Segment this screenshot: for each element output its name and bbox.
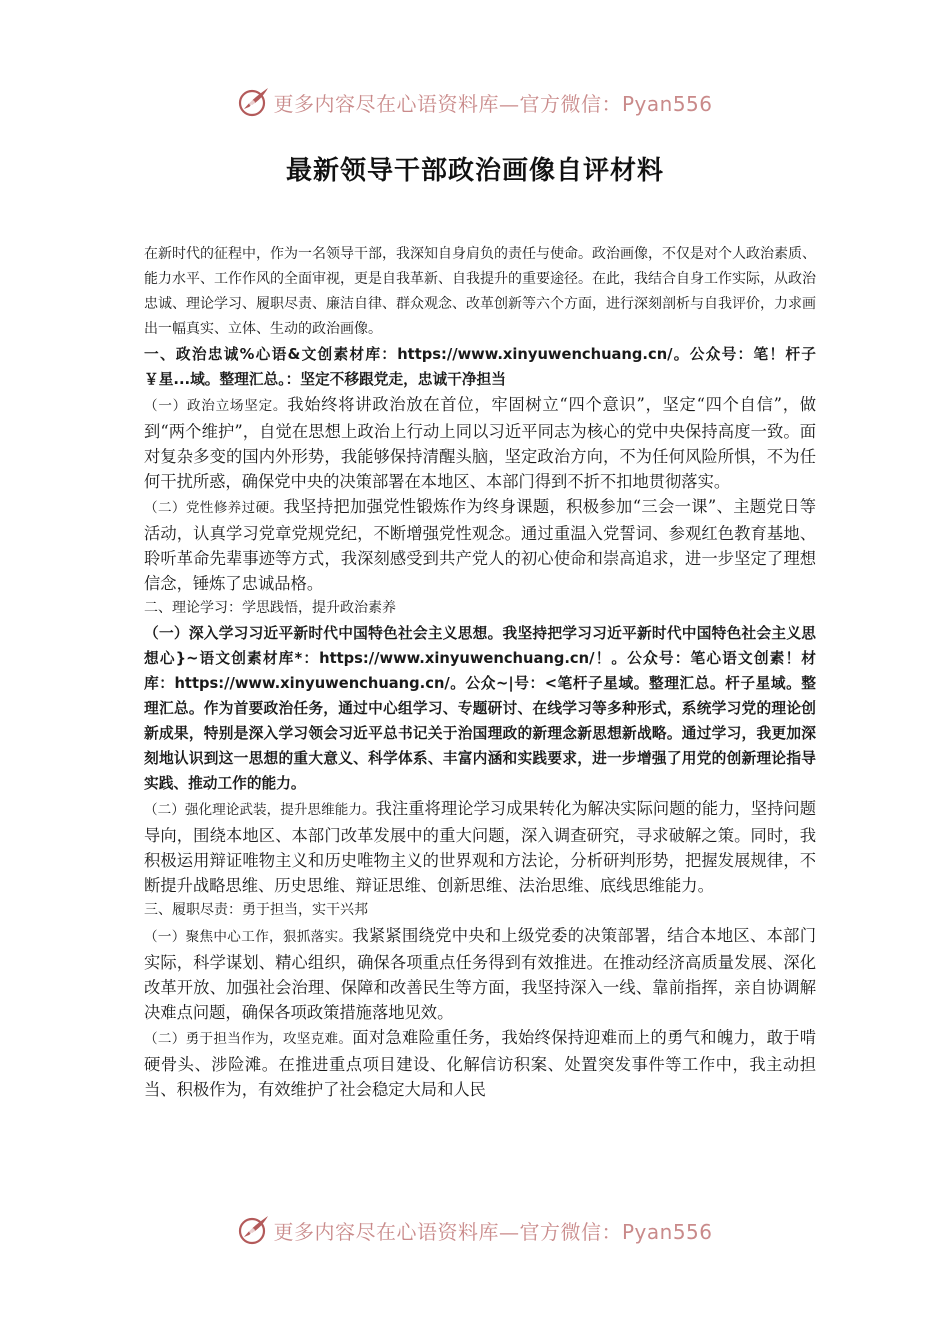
- footer-banner-text: 更多内容尽在心语资料库—官方微信：Pyan556: [273, 1219, 713, 1244]
- paragraph-lead: （二）强化理论武装，提升思维能力。: [144, 802, 376, 818]
- intro-paragraph: 在新时代的征程中，作为一名领导干部，我深知自身肩负的责任与使命。政治画像，不仅是对个人政治素质、能力水平、工作作风的全面审视，更是自我革新、自我提升的重要途径。在此，我结合自身工作实际，从政治忠诚、理论学习、履职尽责、廉洁自律、群众观念、改革创新等六个方面，进行深刻剖析与自我评价，力求画出一幅真实、立体、生动的政治画像。: [144, 246, 816, 337]
- paragraph-lead: （一）政治立场坚定。: [144, 398, 288, 414]
- paragraph-2-2: （二）强化理论武装，提升思维能力。我注重将理论学习成果转化为解决实际问题的能力，坚持问题导向，围绕本地区、本部门改革发展中的重大问题，深入调查研究，寻求破解之策。同时，我积极运用辩证唯物主义和历史唯物主义的世界观和方法论，分析研判形势，把握发展规律，不断提升战略思维、历史思维、辩证思维、创新思维、法治思维、底线思维能力。: [144, 799, 816, 895]
- header-banner-text: 更多内容尽在心语资料库—官方微信：Pyan556: [273, 91, 713, 116]
- document-body: [144, 242, 816, 1102]
- document-title: 最新领导干部政治画像自评材料: [285, 156, 664, 186]
- pen-quill-logo-icon: [237, 1213, 271, 1247]
- paragraph-2-1: （一）深入学习习近平新时代中国特色社会主义思想。我坚持把学习习近平新时代中国特色社会主义思想心}~语文创素材库*：https://www.xinyuwenchuang.cn/！。公众号：笔心语文创素！材库：https://www.xinyuwenchuang.cn/。公众~|号：<笔杆子星域。整理汇总。杆子星域。整理汇总。作为首要政治任务，通过中心组学习、专题研讨、在线学习等多种形式，系统学习党的理论创新成果，特别是深入学习领会习近平总书记关于治国理政的新理念新思想新战略。通过学习，我更加深刻地认识到这一思想的重大意义、科学体系、丰富内涵和实践要求，进一步增强了用党的创新理论指导实践、推动工作的能力。: [144, 625, 816, 792]
- section-heading-1: 一、政治忠诚%心语&文创素材库：https://www.xinyuwenchuang.cn/。公众号：笔！杆子￥星...域。整理汇总。：坚定不移跟党走，忠诚干净担当: [144, 346, 816, 388]
- paragraph-lead: （一）聚焦中心工作，狠抓落实。: [144, 929, 353, 945]
- section-heading-3: 三、履职尽责：勇于担当，实干兴邦: [144, 902, 368, 918]
- section-heading-2: 二、理论学习：学思践悟，提升政治素养: [144, 600, 396, 616]
- pen-quill-logo-icon: [237, 85, 271, 119]
- header-banner[interactable]: [0, 84, 950, 120]
- paragraph-1-1: （一）政治立场坚定。我始终将讲政治放在首位，牢固树立“四个意识”，坚定“四个自信”，做到“两个维护”，自觉在思想上政治上行动上同以习近平同志为核心的党中央保持高度一致。面对复杂多变的国内外形势，我能够保持清醒头脑，坚定政治方向，不为任何风险所惧，不为任何干扰所惑，确保党中央的决策部署在本地区、本部门得到不折不扣地贯彻落实。: [144, 395, 816, 491]
- paragraph-lead: （二）党性修养过硬。: [144, 500, 284, 516]
- footer-banner[interactable]: [0, 1212, 950, 1248]
- paragraph-3-2: （二）勇于担当作为，攻坚克难。面对急难险重任务，我始终保持迎难而上的勇气和魄力，敢于啃硬骨头、涉险滩。在推进重点项目建设、化解信访积案、处置突发事件等工作中，我主动担当、积极作为，有效维护了社会稳定大局和人民: [144, 1028, 816, 1099]
- paragraph-1-2: （二）党性修养过硬。我坚持把加强党性锻炼作为终身课题，积极参加“三会一课”、主题党日等活动，认真学习党章党规党纪，不断增强党性观念。通过重温入党誓词、参观红色教育基地、聆听革命先辈事迹等方式，我深刻感受到共产党人的初心使命和崇高追求，进一步坚定了理想信念，锤炼了忠诚品格。: [144, 497, 816, 593]
- paragraph-lead: （二）勇于担当作为，攻坚克难。: [144, 1031, 353, 1047]
- paragraph-3-1: （一）聚焦中心工作，狠抓落实。我紧紧围绕党中央和上级党委的决策部署，结合本地区、本部门实际，科学谋划、精心组织，确保各项重点任务得到有效推进。在推动经济高质量发展、深化改革开放、加强社会治理、保障和改善民生等方面，我坚持深入一线、靠前指挥，亲自协调解决难点问题，确保各项政策措施落地见效。: [144, 926, 816, 1022]
